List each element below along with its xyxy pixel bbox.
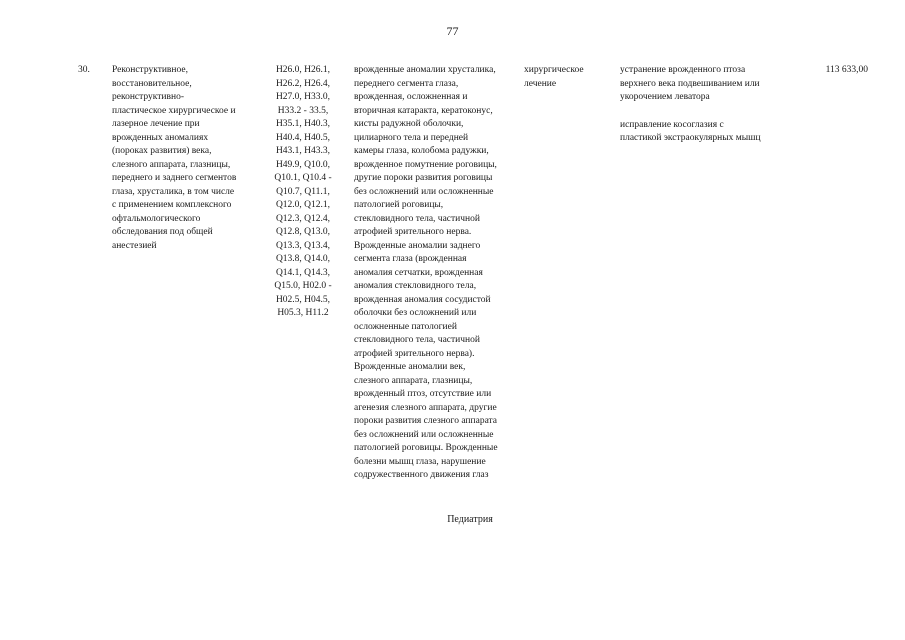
- text-line: лечение: [524, 78, 557, 89]
- text-line: анестезией: [112, 240, 157, 251]
- text-line: стекловидного тела, частичной: [354, 213, 480, 224]
- text-line: атрофией зрительного нерва).: [354, 348, 475, 359]
- text-line: аномалия стекловидного тела,: [354, 281, 477, 291]
- text-line: содружественного движения глаз: [354, 470, 489, 480]
- code-line: H05.3, H11.2: [277, 308, 329, 318]
- code-line: H26.2, H26.4,: [275, 78, 331, 89]
- treatment-method-cell: [620, 64, 802, 146]
- text-line: болезни мышц глаза, нарушение: [354, 456, 486, 467]
- text-line: Врожденные аномалии заднего: [354, 240, 481, 251]
- code-line: Q10.1, Q10.4 -: [274, 173, 332, 183]
- text-line: оболочки без осложнений или: [354, 308, 477, 318]
- text-line: с применением комплексного: [112, 200, 232, 210]
- text-line: другие пороки развития роговицы: [354, 173, 493, 183]
- text-line: переднего сегмента глаза,: [354, 78, 459, 89]
- text-line: кисты радужной оболочки,: [354, 119, 464, 129]
- text-line: слезного аппарата, глазницы,: [112, 159, 231, 170]
- text-line: Реконструктивное,: [112, 65, 188, 75]
- code-line: Q12.3, Q12.4,: [275, 213, 331, 224]
- diagnosis-cell: [354, 64, 522, 483]
- code-line: Q14.1, Q14.3,: [275, 267, 331, 278]
- text-line: стекловидного тела, частичной: [354, 335, 480, 345]
- text-line: врожденных аномалиях: [112, 132, 209, 143]
- text-line: без осложнений или осложненные: [354, 429, 494, 440]
- code-line: H40.4, H40.5,: [275, 132, 331, 143]
- text-line: агенезия слезного аппарата, другие: [354, 402, 497, 413]
- text-line: врожденный птоз, отсутствие или: [354, 389, 492, 399]
- text-line: глаза, хрусталика, в том числе: [112, 186, 235, 197]
- text-line: исправление косоглазия с: [620, 119, 724, 130]
- text-line: патологией роговицы,: [354, 200, 444, 210]
- code-line: H27.0, H33.0,: [275, 92, 331, 102]
- text-line: пластическое хирургическое и: [112, 105, 236, 116]
- text-line: осложненные патологией: [354, 321, 457, 332]
- text-line: аномалия сетчатки, врожденная: [354, 267, 483, 278]
- text-line: Врожденные аномалии век,: [354, 362, 466, 372]
- text-line: камеры глаза, колобома радужки,: [354, 146, 489, 156]
- code-line: Q13.8, Q14.0,: [275, 254, 331, 264]
- text-line: врожденная, осложненная и: [354, 92, 468, 102]
- text-line: реконструктивно-: [112, 92, 185, 102]
- text-line: восстановительное,: [112, 78, 192, 89]
- treatment-type-cell: [524, 64, 616, 91]
- text-line: верхнего века подвешиванием или: [620, 78, 760, 89]
- code-line: Q10.7, Q11.1,: [276, 186, 330, 197]
- text-line: без осложнений или осложненные: [354, 186, 494, 197]
- page-number: 77: [446, 24, 459, 38]
- text-line: врожденная аномалия сосудистой: [354, 294, 491, 305]
- text-line: пластикой экстраокулярных мышц: [620, 133, 761, 143]
- code-line: H49.9, Q10.0,: [275, 159, 331, 170]
- code-line: H35.1, H40.3,: [275, 119, 331, 129]
- text-line: сегмента глаза (врожденная: [354, 254, 467, 264]
- text-line: атрофией зрительного нерва.: [354, 227, 472, 237]
- text-line: вторичная катаракта, кератоконус,: [354, 105, 493, 116]
- procedure-name-cell: [112, 64, 262, 253]
- text-line: хирургическое: [524, 65, 584, 75]
- text-line: лазерное лечение при: [112, 119, 200, 129]
- section-title: Педиатрия: [447, 514, 493, 525]
- code-line: H43.1, H43.3,: [275, 146, 331, 156]
- text-line: переднего и заднего сегментов: [112, 173, 237, 183]
- text-line: (пороках развития) века,: [112, 146, 212, 156]
- code-line: H33.2 - 33.5,: [277, 105, 329, 116]
- text-line: устранение врожденного птоза: [620, 65, 746, 75]
- text-line: врожденное помутнение роговицы,: [354, 159, 497, 170]
- text-line: пороки развития слезного аппарата: [354, 416, 498, 426]
- code-line: Q13.3, Q13.4,: [275, 240, 331, 251]
- text-line: слезного аппарата, глазницы,: [354, 375, 473, 386]
- code-line: H02.5, H04.5,: [275, 294, 331, 305]
- text-line: врожденные аномалии хрусталика,: [354, 65, 496, 75]
- code-line: Q15.0, H02.0 -: [274, 281, 332, 291]
- icd-codes-cell: [268, 64, 338, 321]
- text-line: патологией роговицы. Врожденные: [354, 443, 498, 453]
- row-number: 30.: [78, 65, 90, 75]
- text-line: обследования под общей: [112, 227, 213, 237]
- text-line: укорочением леватора: [620, 92, 710, 102]
- price-cell: 113 633,00: [825, 65, 868, 75]
- paragraph-gap: [620, 105, 802, 119]
- text-line: офтальмологического: [112, 213, 201, 224]
- text-line: цилиарного тела и передней: [354, 132, 469, 143]
- code-line: Q12.0, Q12.1,: [275, 200, 331, 210]
- code-line: H26.0, H26.1,: [275, 65, 331, 75]
- code-line: Q12.8, Q13.0,: [275, 227, 331, 237]
